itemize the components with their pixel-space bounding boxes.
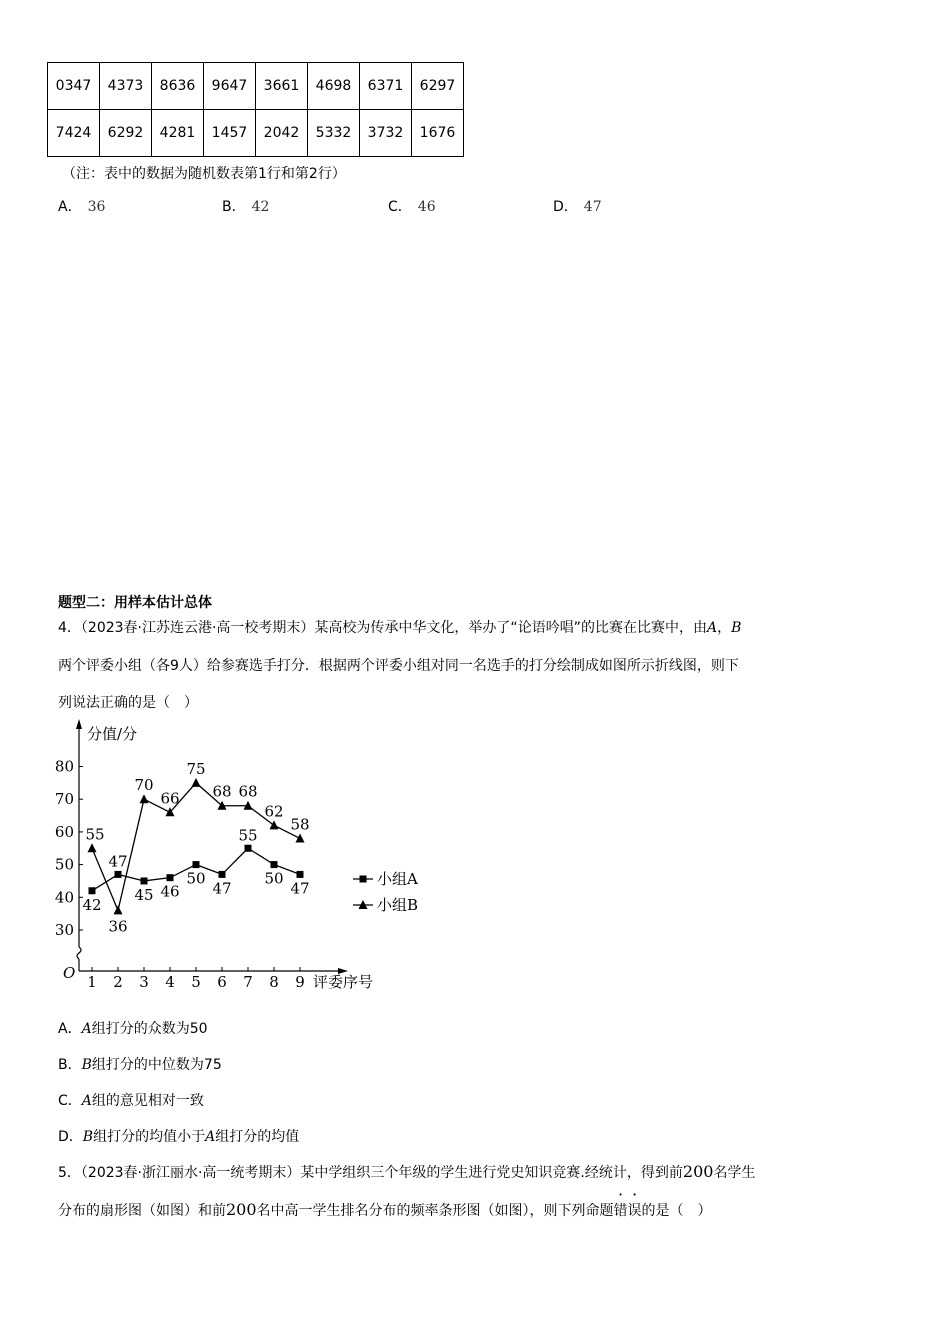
q5-text: 5．（2023春·浙江丽水·高一统考期末）某中学组织三个年级的学生进行党史知识竞赛.经统计，得到前 [58,1165,683,1181]
table-cell: 3661 [256,63,308,110]
x-tick-label: 9 [295,973,305,991]
q4-line-3: 列说法正确的是（ ） [58,695,198,711]
table-row [48,63,464,110]
var-a: A [706,620,718,636]
var-b: B [731,620,742,636]
option-label: B． [58,1057,82,1073]
q5-number: 200 [226,1200,257,1219]
q5-line-1 [58,1162,755,1182]
q5-text: 的是（ ） [641,1203,712,1219]
series-b-data-label: 66 [160,789,180,808]
series-a-point [89,887,96,894]
legend-label-b: 小组B [377,896,419,914]
option-text: 组的意见相对一致 [91,1093,204,1109]
series-b-point [140,794,149,803]
y-tick-label: 70 [54,790,74,809]
series-a-point [167,874,174,881]
q4-text: 4．（2023春·江苏连云港·高一校考期末）某高校为传承中华文化，举办了“论语吟唱”的比赛在比赛中，由 [58,620,707,636]
y-tick-label: 60 [54,822,74,841]
series-a-point [219,871,226,878]
series-a-point [193,861,200,868]
section-title: 题型二：用样本估计总体 [58,595,212,611]
series-a-data-label: 42 [82,895,102,914]
line-chart [54,715,419,995]
legend-label-a: 小组A [377,870,418,888]
option-var: A [81,1093,92,1109]
table-cell: 9647 [204,63,256,110]
q3-option-b[interactable] [222,196,269,216]
q4-line-2: 两个评委小组（各9人）给参赛选手打分．根据两个评委小组对同一名选手的打分绘制成如图所示折线图，则下 [58,658,739,674]
option-var: B [81,1057,92,1073]
q4-option-a[interactable] [58,1018,208,1038]
series-b-data-label: 36 [108,917,128,936]
table-cell: 6292 [100,110,152,157]
y-tick-label: 40 [54,888,74,907]
option-label: A． [58,199,82,215]
q4-option-c[interactable] [58,1090,204,1110]
series-a-point [271,861,278,868]
table-cell: 6371 [360,63,412,110]
series-b-point [270,820,279,829]
table-cell: 7424 [48,110,100,157]
table-row [48,110,464,157]
x-tick-label: 5 [191,973,201,991]
q5-emphasis: 误 [627,1203,642,1219]
series-a-data-label: 45 [134,885,154,904]
series-a-data-label: 50 [186,869,206,888]
table-cell: 8636 [152,63,204,110]
series-b-point [114,905,123,914]
y-tick-label: 50 [54,855,74,874]
option-label: C． [388,199,412,215]
q5-emphasis: 错 [613,1203,628,1219]
chart-legend [353,870,418,914]
x-tick-label: 6 [217,973,227,991]
series-a-data-label: 55 [238,826,258,845]
q5-number: 200 [682,1162,714,1181]
series-a-data-label: 47 [212,879,232,898]
series-a-point [141,877,148,884]
x-tick-label: 7 [243,973,253,991]
table-cell: 2042 [256,110,308,157]
q3-option-c[interactable] [388,196,436,216]
series-a-point [245,845,252,852]
q4-line-1 [58,617,741,637]
option-var-2: A [205,1129,216,1145]
series-b-data-label: 58 [290,815,310,834]
series-b-data-label: 70 [134,776,154,795]
series-a-data-label: 50 [264,869,284,888]
table-cell: 4281 [152,110,204,157]
x-axis-label: 评委序号 [313,973,374,991]
option-label: D． [58,1129,83,1145]
option-value: 42 [251,199,270,215]
table-cell: 3732 [360,110,412,157]
y-axis-arrow [76,719,82,729]
option-text-2: 组打分的均值 [215,1129,300,1145]
series-b-point [296,833,305,842]
series-b-point [192,778,201,787]
series-b-data-label: 55 [85,825,105,844]
series-b-data-label: 75 [186,759,206,778]
option-value: 47 [583,199,602,215]
q5-text: 名中高一学生排名分布的频率条形图（如图），则下列命题 [256,1203,614,1219]
legend-marker-a [360,876,367,883]
series-b-point [88,843,97,852]
series-b [85,760,309,936]
q4-comma: ， [717,620,732,636]
table-note: （注：表中的数据为随机数表第1行和第2行） [62,166,346,182]
option-text: 组打分的中位数为75 [91,1057,222,1073]
table-cell: 5332 [308,110,360,157]
q3-option-a[interactable] [58,196,105,216]
q4-option-d[interactable] [58,1126,299,1146]
x-tick-label: 1 [87,973,97,991]
q4-option-b[interactable] [58,1054,222,1074]
table-cell: 1457 [204,110,256,157]
option-label: A． [58,1021,82,1037]
origin-label: O [63,964,76,982]
table-cell: 1676 [412,110,464,157]
y-axis-label: 分值/分 [87,725,138,743]
y-tick-label: 30 [54,921,74,939]
option-value: 36 [87,199,106,215]
axis-break [77,947,81,959]
option-var: B [82,1129,94,1145]
table-cell: 6297 [412,63,464,110]
option-text: 组打分的均值小于 [93,1129,206,1145]
option-label: C． [58,1093,82,1109]
y-tick-label: 80 [54,757,74,776]
series-b-data-label: 68 [238,782,258,801]
series-a-data-label: 47 [290,879,310,898]
table-cell: 0347 [48,63,100,110]
series-a [82,826,309,914]
q5-text: 分布的扇形图（如图）和前 [58,1203,226,1219]
q5-text: 名学生 [713,1165,756,1181]
option-label: B． [222,199,246,215]
series-b-data-label: 68 [212,782,232,801]
series-a-data-label: 47 [108,852,128,871]
option-var: A [81,1021,92,1037]
q3-option-d[interactable] [553,196,602,216]
series-b-data-label: 62 [264,802,284,821]
x-tick-label: 8 [269,973,279,991]
series-a-data-label: 46 [160,882,180,901]
q5-line-2 [58,1200,712,1220]
random-number-table [47,62,464,157]
table-cell: 4698 [308,63,360,110]
x-tick-label: 2 [113,973,123,991]
table-cell: 4373 [100,63,152,110]
series-a-point [297,871,304,878]
option-text: 组打分的众数为50 [91,1021,208,1037]
option-label: D． [553,199,578,215]
option-value: 46 [417,199,436,215]
x-tick-label: 3 [139,973,149,991]
x-tick-label: 4 [165,973,175,991]
series-a-point [115,871,122,878]
